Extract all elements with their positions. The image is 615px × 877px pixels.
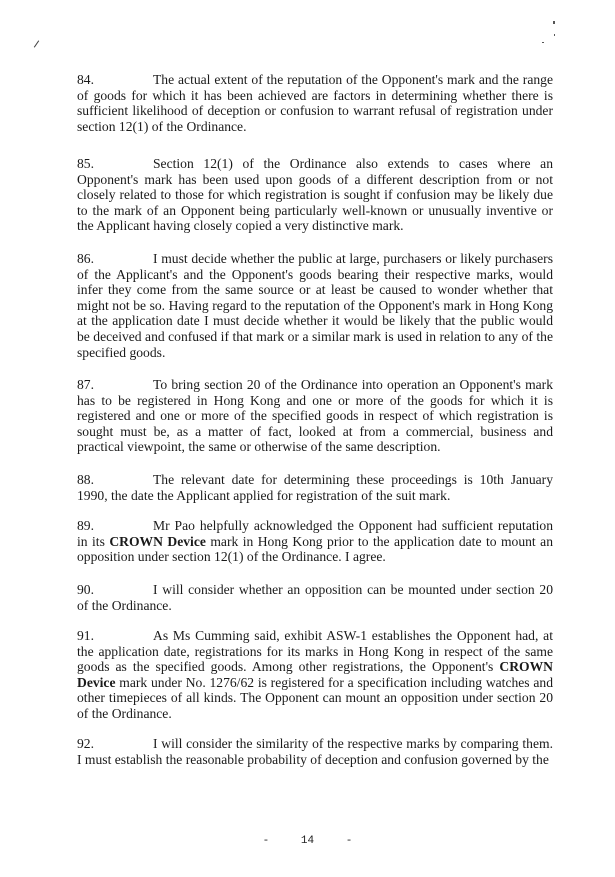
paragraph-text-before: As Ms Cumming said, exhibit ASW-1 establishes the Opponent had, at the application date, registrations for its marks in Hong Kong in respect of the same goods as the specified goods. Among other registrations, the Opponent's xyxy=(77,628,553,675)
paragraph-text: The actual extent of the reputation of the Opponent's mark and the range of goods for which it has been achieved are factors in determining whether there is sufficient likelihood of deception or confusion to warrant refusal of registration under section 12(1) of the Ordinance. xyxy=(77,72,553,134)
mark-name-bold: CROWN Device xyxy=(77,659,553,690)
paragraph-89 xyxy=(77,518,553,565)
paragraph-number: 88. xyxy=(77,472,94,487)
paragraph-number: 92. xyxy=(77,736,94,751)
mark-name-bold: CROWN Device xyxy=(109,533,206,549)
paragraph-text-after: mark in Hong Kong prior to the application date to mount an opposition under section 12(1) of the Ordinance. I agree. xyxy=(77,533,553,565)
paragraph-text: I will consider whether an opposition can be mounted under section 20 of the Ordinance. xyxy=(77,582,553,613)
paragraph-number: 87. xyxy=(77,377,94,392)
scan-artifact-dot xyxy=(542,42,544,43)
paragraph-text: I will consider the similarity of the respective marks by comparing them. I must establish the reasonable probability of deception and confusion governed by the xyxy=(77,736,553,767)
paragraph-number: 86. xyxy=(77,251,94,266)
paragraph-text: I must decide whether the public at large, purchasers or likely purchasers of the Applicant's and the Opponent's goods bearing their respective marks, would infer they come from the same source or at least be caused to wonder whether that might not be so. Having regard to the reputation of the Opponent's mark in Hong Kong at the application date I must decide whether it would be likely that the public would be deceived and confused if that mark or a similar mark is used in relation to any of the specified goods. xyxy=(77,251,553,360)
paragraph-86 xyxy=(77,251,553,360)
paragraph-number: 84. xyxy=(77,72,94,87)
paragraph-number: 91. xyxy=(77,628,94,643)
paragraph-number: 90. xyxy=(77,582,94,597)
paragraph-text: To bring section 20 of the Ordinance into operation an Opponent's mark has to be registered in Hong Kong and one or more of the goods for which it is registered and one or more of the specified goods in respect of which registration is sought must be, as a matter of fact, looked at from a commercial, business and practical viewpoint, the same or otherwise of the same description. xyxy=(77,377,553,455)
page-footer xyxy=(0,835,615,847)
scan-artifact-dot xyxy=(554,34,555,36)
paragraph-88 xyxy=(77,472,553,503)
paragraph-87 xyxy=(77,377,553,455)
paragraph-text-after: mark under No. 1276/62 is registered for a specification including watches and other timepieces of all kinds. The Opponent can mount an opposition under section 20 of the Ordinance. xyxy=(77,674,553,721)
paragraph-91 xyxy=(77,628,553,722)
paragraph-84 xyxy=(77,72,553,134)
paragraph-number: 85. xyxy=(77,156,94,171)
page-number: 14 xyxy=(300,835,315,847)
paragraph-number: 89. xyxy=(77,518,94,533)
paragraph-92 xyxy=(77,736,553,767)
footer-dash-left: - xyxy=(262,835,270,847)
footer-dash-right: - xyxy=(345,835,353,847)
scan-artifact-dot xyxy=(553,21,555,24)
scan-artifact-mark xyxy=(34,40,39,47)
paragraph-85 xyxy=(77,156,553,234)
paragraph-text-before: Mr Pao helpfully acknowledged the Opponent had sufficient reputation in its xyxy=(77,518,553,549)
paragraph-text: Section 12(1) of the Ordinance also extends to cases where an Opponent's mark has been used upon goods of a different description from or not closely related to those for which registration is sought if confusion may be likely due to the mark of an Opponent being particularly well-known or unusually inventive or the Applicant having closely copied a very distinctive mark. xyxy=(77,156,553,234)
paragraph-90 xyxy=(77,582,553,613)
paragraph-text: The relevant date for determining these proceedings is 10th January 1990, the date the Applicant applied for registration of the suit mark. xyxy=(77,472,553,503)
